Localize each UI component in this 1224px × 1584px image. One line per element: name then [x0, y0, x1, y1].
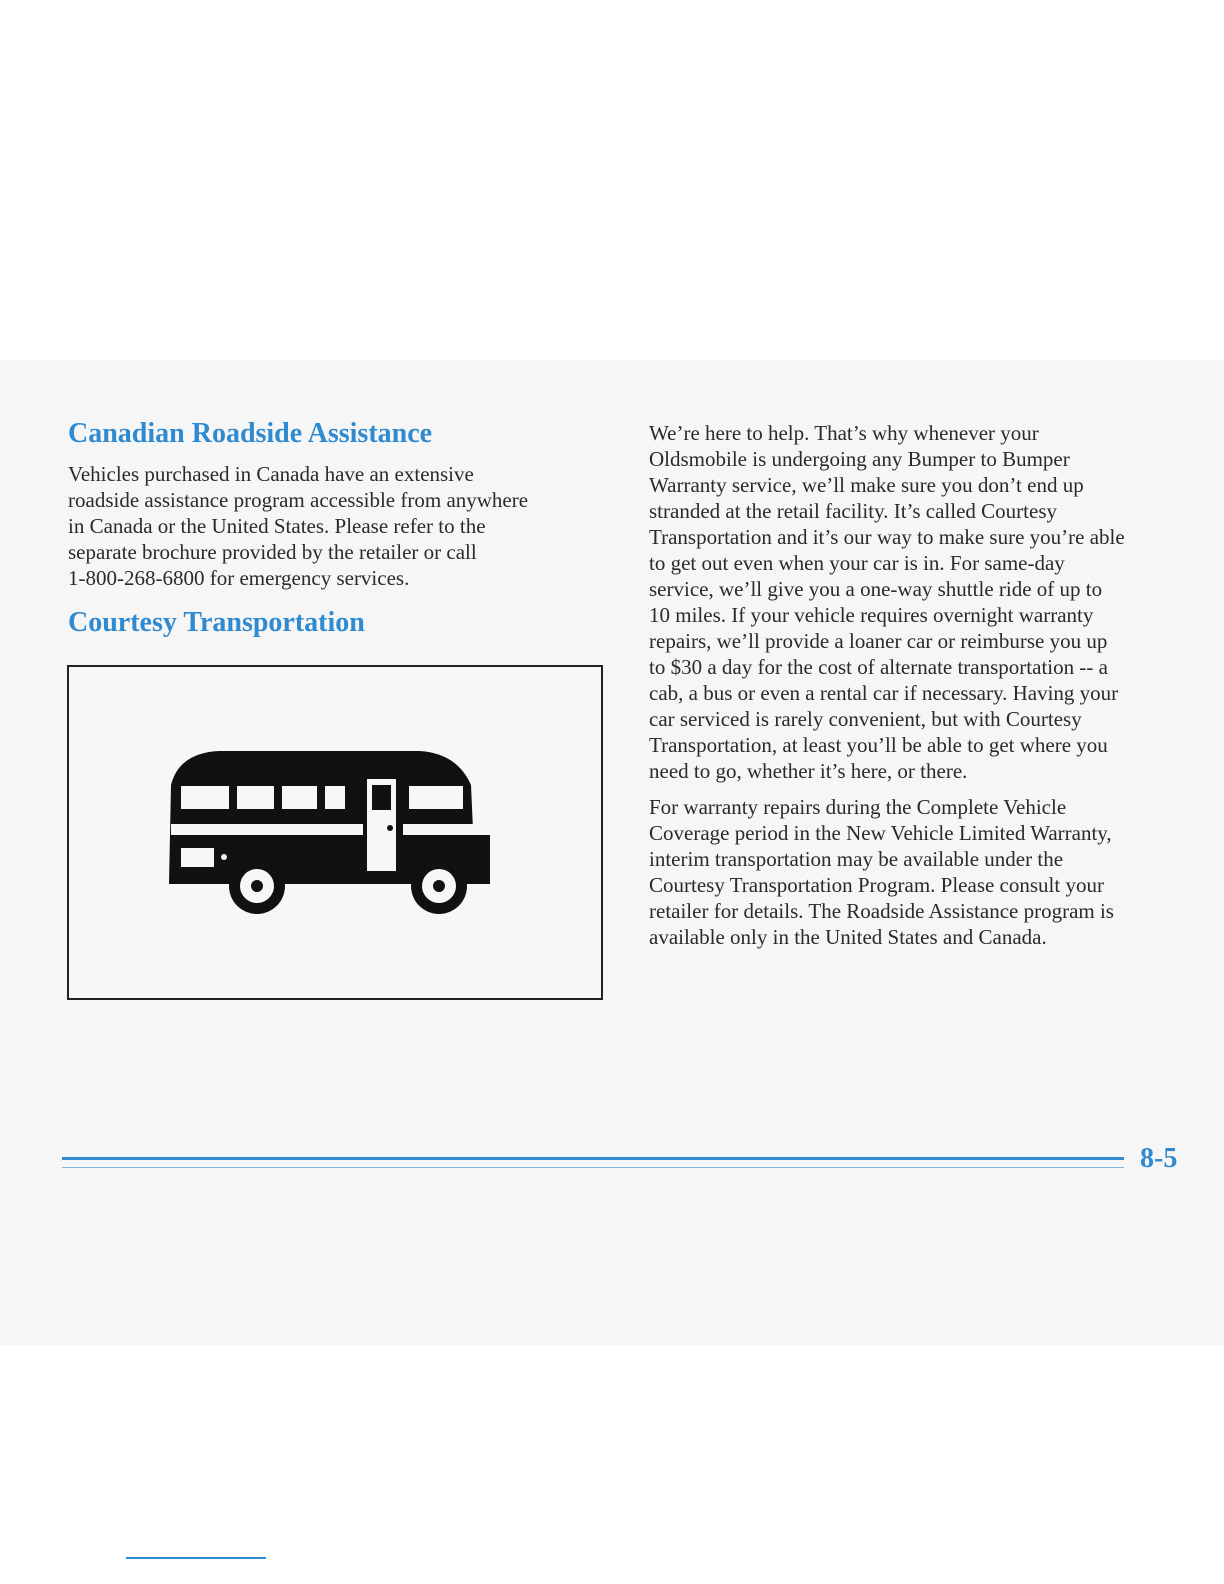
footer-rule-thin [62, 1167, 1124, 1168]
text-line: to get out even when your car is in. For same-day [649, 551, 1065, 575]
text-line: Coverage period in the New Vehicle Limited Warranty, [649, 821, 1112, 845]
text-line: separate brochure provided by the retailer or call [68, 540, 477, 564]
text-line: Warranty service, we’ll make sure you don’t end up [649, 473, 1084, 497]
text-line: retailer for details. The Roadside Assistance program is [649, 899, 1114, 923]
text-line: to $30 a day for the cost of alternate transportation -- a [649, 655, 1108, 679]
text-line: interim transportation may be available under the [649, 847, 1064, 871]
text-line: 1-800-268-6800 for emergency services. [68, 566, 410, 590]
bottom-rule [126, 1557, 266, 1559]
text-line: We’re here to help. That’s why whenever your [649, 421, 1039, 445]
text-line: car serviced is rarely convenient, but with Courtesy [649, 707, 1082, 731]
shuttle-illustration-frame [67, 665, 603, 1000]
courtesy-paragraph-1 [649, 420, 1125, 784]
text-line: service, we’ll give you a one-way shuttle ride of up to [649, 577, 1103, 601]
footer-rule-thick [62, 1157, 1124, 1160]
text-line: repairs, we’ll provide a loaner car or reimburse you up [649, 629, 1108, 653]
text-line: 10 miles. If your vehicle requires overnight warranty [649, 603, 1094, 627]
heading-canadian-roadside-assistance: Canadian Roadside Assistance [68, 418, 433, 449]
text-line: cab, a bus or even a rental car if necessary. Having your [649, 681, 1119, 705]
text-line: roadside assistance program accessible from anywhere [68, 488, 529, 512]
text-line: Transportation and it’s our way to make sure you’re able [649, 525, 1125, 549]
text-line: Vehicles purchased in Canada have an extensive [68, 462, 474, 486]
text-line: in Canada or the United States. Please refer to the [68, 514, 486, 538]
text-line: Oldsmobile is undergoing any Bumper to Bumper [649, 447, 1070, 471]
heading-courtesy-transportation: Courtesy Transportation [68, 607, 365, 638]
text-line: For warranty repairs during the Complete Vehicle [649, 795, 1067, 819]
text-line: need to go, whether it’s here, or there. [649, 759, 968, 783]
text-line: available only in the United States and Canada. [649, 925, 1047, 949]
courtesy-paragraph-2 [649, 794, 1114, 950]
shuttle-bus-icon [69, 667, 605, 1002]
text-line: stranded at the retail facility. It’s called Courtesy [649, 499, 1057, 523]
text-line: Transportation, at least you’ll be able to get where you [649, 733, 1108, 757]
text-line: Courtesy Transportation Program. Please consult your [649, 873, 1104, 897]
page-number: 8-5 [1140, 1143, 1178, 1174]
canadian-assistance-paragraph [68, 461, 528, 591]
